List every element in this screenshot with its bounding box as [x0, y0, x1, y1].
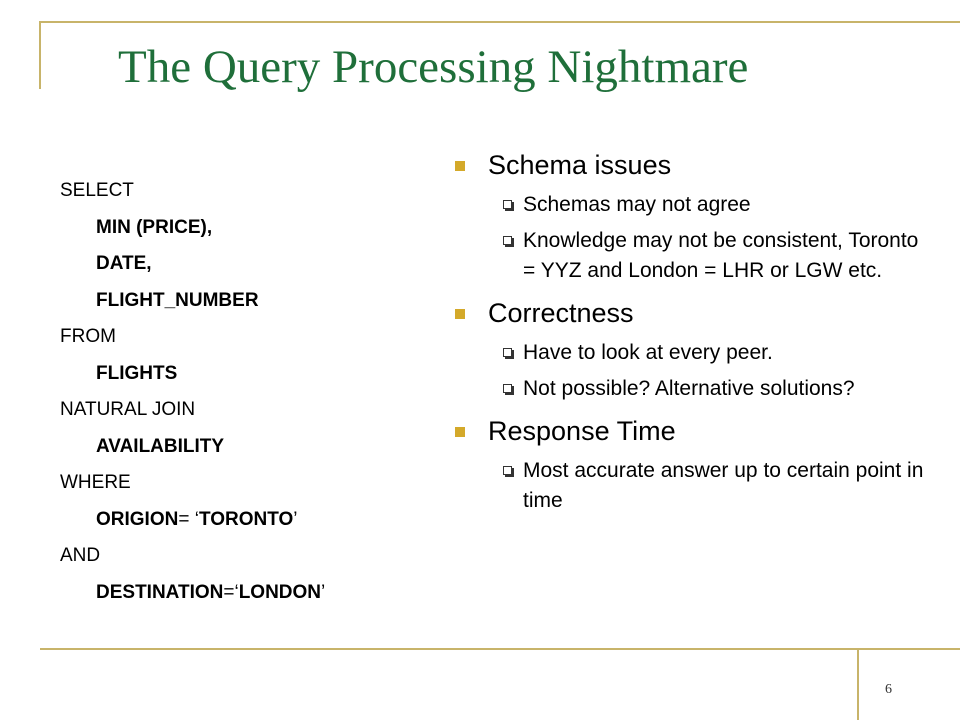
- sub-bullet-text: Not possible? Alternative solutions?: [523, 377, 855, 400]
- condition-operator: = ‘: [178, 508, 199, 530]
- sql-and-keyword: AND: [60, 545, 101, 566]
- condition-close-quote: ’: [321, 581, 326, 603]
- sql-join-table: AVAILABILITY: [96, 435, 225, 457]
- box-bullet-icon: [503, 466, 512, 475]
- condition-close-quote: ’: [293, 508, 298, 530]
- bullet-heading-text: Response Time: [488, 416, 676, 446]
- sub-bullet-text: Schemas may not agree: [523, 193, 751, 216]
- sql-from-table: FLIGHTS: [96, 362, 178, 384]
- condition-column: DESTINATION: [96, 581, 224, 603]
- sql-condition-destination: [60, 575, 460, 612]
- condition-value: LONDON: [238, 581, 322, 603]
- slide-title: The Query Processing Nightmare: [118, 41, 749, 93]
- bullet-heading: [455, 146, 925, 184]
- square-bullet-icon: [455, 427, 465, 437]
- bullet-heading-text: Correctness: [488, 298, 634, 328]
- sub-bullet-text: Most accurate answer up to certain point in time: [523, 459, 924, 512]
- bullet-list: [455, 146, 925, 516]
- sql-select-keyword: SELECT: [60, 180, 134, 201]
- bullet-heading: [455, 412, 925, 450]
- left-rule: [39, 21, 41, 89]
- box-bullet-icon: [503, 236, 512, 245]
- condition-operator: =‘: [223, 581, 239, 603]
- sql-where-keyword: WHERE: [60, 472, 131, 493]
- sql-select-item: DATE,: [96, 253, 152, 274]
- condition-column: ORIGION: [96, 508, 179, 530]
- square-bullet-icon: [455, 161, 465, 171]
- sub-bullet: [455, 456, 925, 516]
- condition-value: TORONTO: [198, 508, 294, 530]
- sub-bullet: [455, 374, 925, 404]
- sql-query: [60, 173, 460, 611]
- bottom-rule: [40, 648, 960, 650]
- box-bullet-icon: [503, 384, 512, 393]
- sql-select-item: FLIGHT_NUMBER: [96, 289, 259, 311]
- box-bullet-icon: [503, 348, 512, 357]
- square-bullet-icon: [455, 309, 465, 319]
- sql-select-item: MIN (PRICE),: [96, 216, 213, 238]
- page-number: 6: [885, 682, 892, 697]
- bullet-heading: [455, 294, 925, 332]
- sub-bullet-text: Have to look at every peer.: [523, 341, 773, 364]
- sql-join-keyword: NATURAL JOIN: [60, 399, 196, 420]
- sub-bullet: [455, 190, 925, 220]
- box-bullet-icon: [503, 200, 512, 209]
- sql-condition-origin: [60, 502, 460, 539]
- sub-bullet: [455, 338, 925, 368]
- bullet-heading-text: Schema issues: [488, 150, 672, 180]
- right-rule: [857, 648, 859, 720]
- sub-bullet-text: Knowledge may not be consistent, Toronto = YYZ and London = LHR or LGW etc.: [523, 229, 919, 282]
- sub-bullet: [455, 226, 925, 286]
- sql-from-keyword: FROM: [60, 326, 116, 347]
- top-rule: [40, 21, 960, 23]
